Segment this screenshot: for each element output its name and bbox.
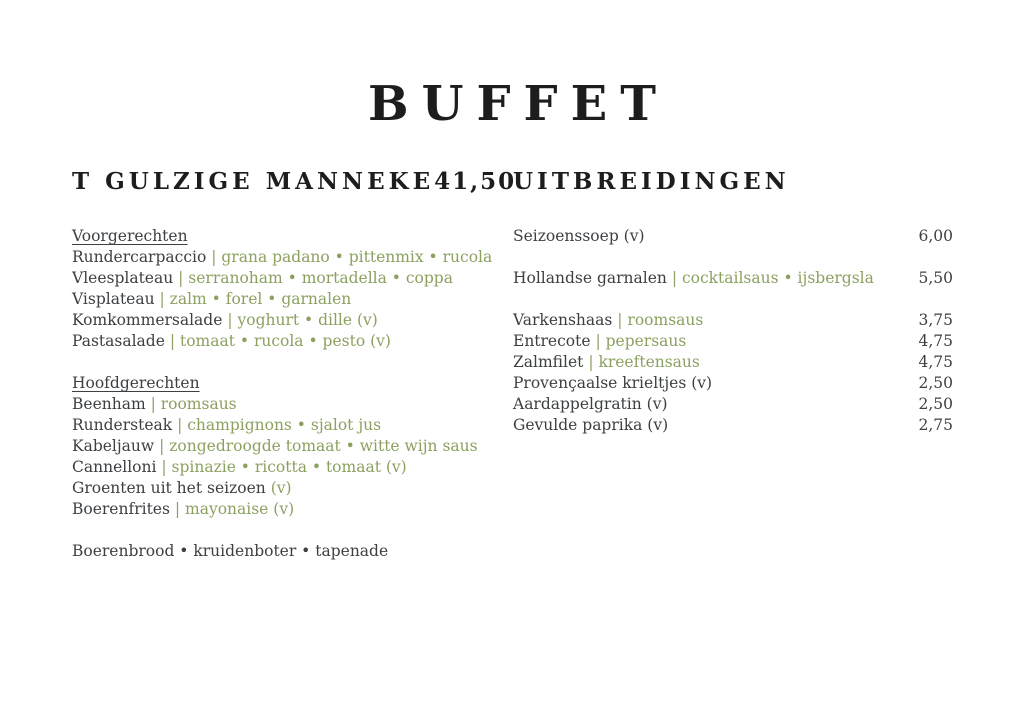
dish-price: 4,75 — [918, 332, 953, 350]
dish-description: | serranoham • mortadella • coppa — [178, 269, 453, 287]
right-heading-text: UITBREIDINGEN — [513, 168, 790, 195]
section-heading: Hoofdgerechten — [72, 374, 200, 392]
section-hoofdgerechten — [72, 373, 480, 520]
dish-name: Kabeljauw — [72, 437, 155, 455]
dish-description: (v) — [270, 479, 292, 497]
dish-name: Komkommersalade — [72, 311, 223, 329]
left-menu-body — [72, 226, 493, 562]
dish — [513, 394, 668, 415]
dish-description: | roomsaus — [150, 395, 237, 413]
right-menu-body — [513, 226, 953, 436]
menu-item-row — [513, 268, 953, 289]
dish-name: Gevulde paprika (v) — [513, 416, 669, 434]
menu-column-left — [72, 168, 517, 562]
menu-item-row — [513, 331, 953, 352]
dish-name: Groenten uit het seizoen — [72, 479, 266, 497]
dish-description: | yoghurt • dille (v) — [227, 311, 378, 329]
dish-price: 3,75 — [918, 311, 953, 329]
dish-description: | grana padano • pittenmix • rucola — [211, 248, 493, 266]
menu-item — [72, 268, 480, 289]
dish — [513, 268, 874, 289]
dish-price: 2,75 — [918, 416, 953, 434]
menu-item — [72, 499, 480, 520]
dish-description: | champignons • sjalot jus — [177, 416, 382, 434]
dish-name: Provençaalse krieltjes (v) — [513, 374, 713, 392]
left-heading-text: T GULZIGE MANNEKE — [72, 168, 435, 195]
dish-description: | cocktailsaus • ijsbergsla — [671, 269, 874, 287]
dish-description: | roomsaus — [617, 311, 704, 329]
dish — [513, 226, 645, 247]
extras-group-soup — [513, 226, 953, 247]
dish-name: Varkenshaas — [513, 311, 613, 329]
menu-item — [72, 331, 480, 352]
menu-item — [72, 436, 480, 457]
dish — [513, 352, 700, 373]
menu-item-row — [513, 310, 953, 331]
dish-name: Rundercarpaccio — [72, 248, 207, 266]
extras-group-shrimp — [513, 268, 953, 289]
dish-description: | pepersaus — [595, 332, 687, 350]
menu-item — [72, 289, 480, 310]
section-heading: Voorgerechten — [72, 227, 188, 245]
menu-item-row — [513, 373, 953, 394]
dish — [513, 331, 686, 352]
dish-description: | mayonaise (v) — [174, 500, 295, 518]
dish — [513, 415, 668, 436]
menu-item-row — [513, 226, 953, 247]
dish — [513, 373, 712, 394]
menu-item — [72, 457, 480, 478]
dish-description: | spinazie • ricotta • tomaat (v) — [161, 458, 407, 476]
dish-price: 4,75 — [918, 353, 953, 371]
dish-name: Visplateau — [72, 290, 155, 308]
menu-item-row — [513, 394, 953, 415]
dish-description: | zalm • forel • garnalen — [159, 290, 352, 308]
dish-name: Rundersteak — [72, 416, 173, 434]
buffet-price: 41,50 — [434, 168, 517, 195]
menu-item — [72, 394, 480, 415]
bread-footer-line: Boerenbrood • kruidenboter • tapenade — [72, 542, 389, 560]
dish-price: 5,50 — [918, 269, 953, 287]
dish-name: Zalmfilet — [513, 353, 584, 371]
menu-item — [72, 247, 493, 268]
dish-name: Aardappelgratin (v) — [513, 395, 668, 413]
dish-description: | kreeftensaus — [588, 353, 700, 371]
dish-price: 2,50 — [918, 374, 953, 392]
dish-name: Beenham — [72, 395, 146, 413]
menu-item — [72, 310, 480, 331]
menu-column-right — [513, 168, 953, 436]
right-column-heading — [513, 168, 953, 196]
dish-name: Pastasalade — [72, 332, 165, 350]
menu-item-row — [513, 415, 953, 436]
dish-name: Vleesplateau — [72, 269, 174, 287]
section-voorgerechten — [72, 226, 493, 352]
dish-name: Hollandse garnalen — [513, 269, 667, 287]
menu-item — [72, 415, 480, 436]
menu-item — [72, 478, 480, 499]
dish — [513, 310, 703, 331]
dish-price: 6,00 — [918, 227, 953, 245]
dish-name: Entrecote — [513, 332, 591, 350]
left-column-heading — [72, 168, 517, 196]
menu-item-row — [513, 352, 953, 373]
dish-name: Cannelloni — [72, 458, 157, 476]
dish-name: Seizoenssoep (v) — [513, 227, 645, 245]
dish-name: Boerenfrites — [72, 500, 170, 518]
dish-price: 2,50 — [918, 395, 953, 413]
page-title: BUFFET — [368, 76, 669, 132]
dish-description: | tomaat • rucola • pesto (v) — [169, 332, 391, 350]
dish-description: | zongedroogde tomaat • witte wijn saus — [159, 437, 478, 455]
extras-group-mains — [513, 310, 953, 436]
